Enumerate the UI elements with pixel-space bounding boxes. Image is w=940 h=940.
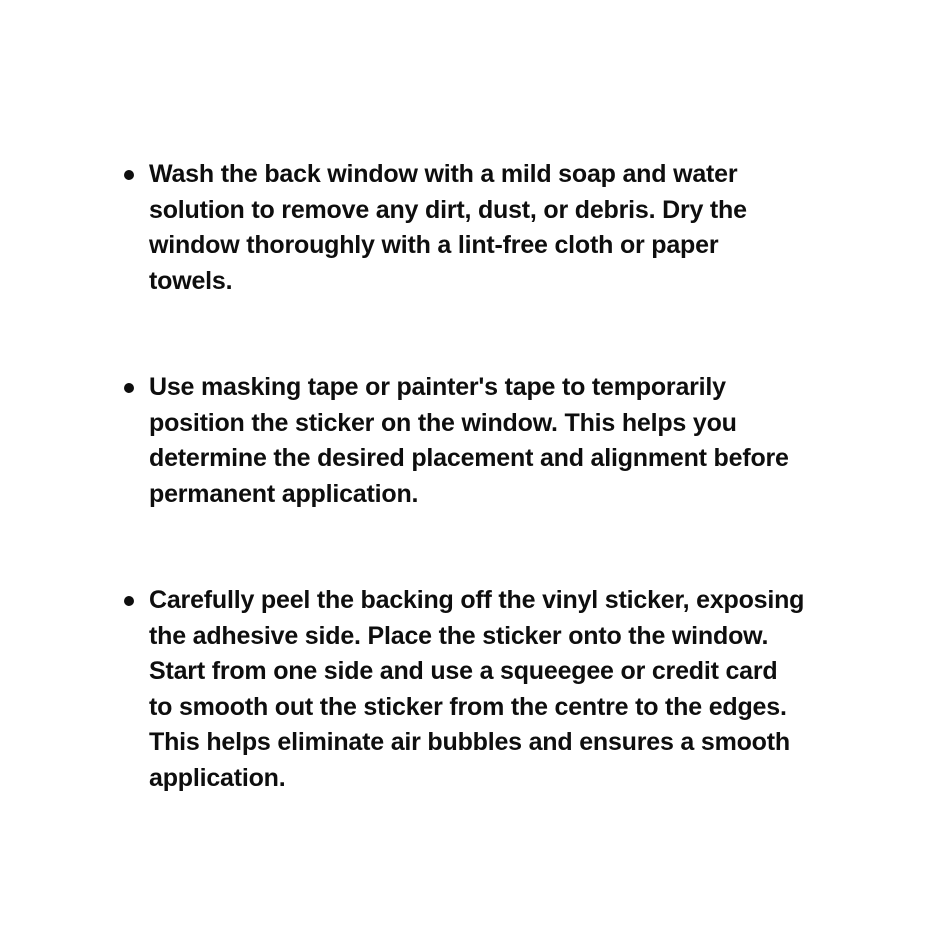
text-line: This helps eliminate air bubbles and ensures a smooth [149, 728, 790, 756]
list-item-text [149, 370, 836, 512]
text-line: Use masking tape or painter's tape to temporarily [149, 373, 726, 401]
instructions-list [120, 157, 836, 796]
text-line: permanent application. [149, 479, 419, 508]
text-line: the adhesive side. Place the sticker onto the window. [149, 621, 769, 650]
text-line: Wash the back window with a mild soap and water [149, 160, 738, 188]
list-item-text [149, 157, 836, 299]
text-line: determine the desired placement and alignment before [149, 444, 789, 472]
bullet-icon [124, 596, 134, 606]
text-line: Carefully peel the backing off the vinyl sticker, exposing [149, 586, 805, 614]
text-line: towels. [149, 266, 233, 295]
text-line: Start from one side and use a squeegee or credit card [149, 657, 778, 685]
text-line: application. [149, 763, 286, 792]
bullet-icon [124, 383, 134, 393]
list-item-masking-tape [120, 370, 836, 512]
bullet-icon [124, 170, 134, 180]
list-item-text [149, 583, 836, 796]
text-line: position the sticker on the window. This helps you [149, 408, 737, 437]
list-item-peel-backing [120, 583, 836, 796]
list-item-wash-window [120, 157, 836, 299]
text-line: to smooth out the sticker from the centre to the edges. [149, 692, 787, 721]
text-line: window thoroughly with a lint-free cloth or paper [149, 231, 719, 259]
text-line: solution to remove any dirt, dust, or debris. Dry the [149, 195, 747, 224]
